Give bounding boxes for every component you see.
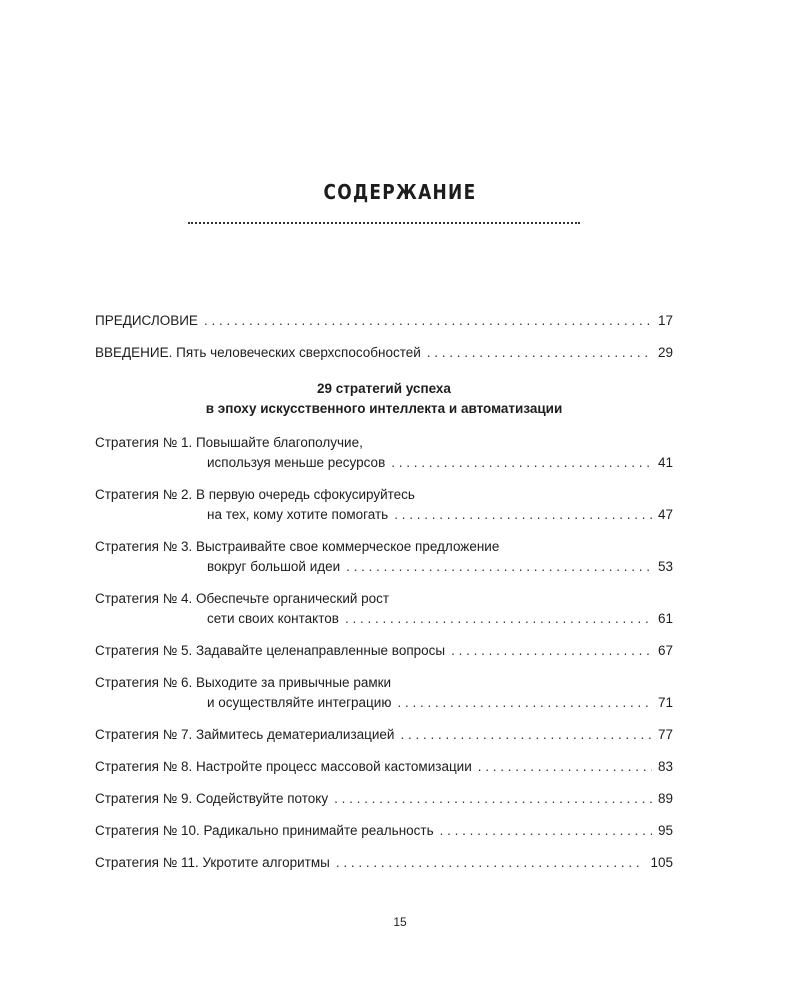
toc-entry-strategy-5[interactable] — [95, 641, 673, 661]
toc-entry-label: Стратегия № 6. Выходите за привычные рамки — [95, 675, 392, 690]
toc-entry-label-cont: используя меньше ресурсов — [207, 455, 386, 470]
dot-leader — [204, 311, 652, 331]
toc-entry-page: 89 — [657, 791, 673, 806]
section-heading — [95, 379, 673, 419]
toc-entry-label: Стратегия № 3. Выстраивайте свое коммерческое предложение — [95, 539, 500, 554]
toc-entry-strategy-4[interactable] — [95, 589, 673, 629]
dot-leader — [394, 505, 652, 525]
toc-entry-page: 105 — [650, 855, 673, 870]
dot-leader — [400, 725, 651, 745]
toc-entry-page: 17 — [657, 313, 673, 328]
toc-entry-strategy-7[interactable] — [95, 725, 673, 745]
toc-entry-label: Стратегия № 11. Укротите алгоритмы — [95, 855, 330, 870]
section-heading-line2: в эпоху искусственного интеллекта и автоматизации — [205, 401, 563, 416]
page-number: 15 — [393, 915, 407, 929]
toc-entry-label: ПРЕДИСЛОВИЕ — [95, 313, 198, 328]
toc-entry-label: Стратегия № 1. Повышайте благополучие, — [95, 435, 363, 450]
toc-entry-label: Стратегия № 10. Радикально принимайте реальность — [95, 823, 434, 838]
dot-leader — [451, 641, 652, 661]
dot-leader — [346, 557, 652, 577]
toc-entry-label: Стратегия № 8. Настройте процесс массовой кастомизации — [95, 759, 472, 774]
title-dotted-rule — [188, 222, 580, 224]
toc-entry-label: ВВЕДЕНИЕ. Пять человеческих сверхспособностей — [95, 345, 421, 360]
toc-entry-label-cont: на тех, кому хотите помогать — [207, 507, 389, 522]
toc-entry-strategy-10[interactable] — [95, 821, 673, 841]
dot-leader — [440, 821, 652, 841]
section-heading-line1: 29 стратегий успеха — [317, 381, 451, 396]
toc-entry-label: Стратегия № 9. Содействуйте потоку — [95, 791, 329, 806]
toc-entry-page: 67 — [657, 643, 673, 658]
toc-entry-page: 29 — [657, 345, 673, 360]
dot-leader — [427, 343, 652, 363]
toc-entry-label: Стратегия № 4. Обеспечьте органический рост — [95, 591, 390, 606]
toc-entry-strategy-1[interactable] — [95, 433, 673, 473]
toc-entry-label-cont: и осуществляйте интеграцию — [207, 695, 392, 710]
toc-entry-page: 41 — [657, 455, 673, 470]
toc-entry-strategy-6[interactable] — [95, 673, 673, 713]
toc-entry-label: Стратегия № 5. Задавайте целенаправленные вопросы — [95, 643, 446, 658]
toc-entry-preface[interactable] — [95, 311, 673, 331]
toc-entry-page: 71 — [657, 695, 673, 710]
dot-leader — [334, 789, 652, 809]
dot-leader — [391, 453, 652, 473]
toc-entry-page: 53 — [657, 559, 673, 574]
toc-entry-page: 95 — [657, 823, 673, 838]
toc-entry-label-cont: сети своих контактов — [207, 611, 339, 626]
toc-entry-intro[interactable] — [95, 343, 673, 363]
dot-leader — [478, 757, 652, 777]
toc-entry-page: 61 — [657, 611, 673, 626]
toc-entry-strategy-11[interactable] — [95, 853, 673, 873]
table-of-contents — [95, 311, 673, 873]
toc-entry-strategy-8[interactable] — [95, 757, 673, 777]
toc-entry-strategy-2[interactable] — [95, 485, 673, 525]
page-title: СОДЕРЖАНИЕ — [323, 180, 477, 204]
toc-entry-strategy-3[interactable] — [95, 537, 673, 577]
toc-entry-label: Стратегия № 2. В первую очередь сфокусируйтесь — [95, 487, 415, 502]
toc-entry-label: Стратегия № 7. Займитесь дематериализацией — [95, 727, 395, 742]
toc-entry-page: 83 — [657, 759, 673, 774]
toc-entry-page: 47 — [657, 507, 673, 522]
toc-entry-page: 77 — [657, 727, 673, 742]
toc-entry-strategy-9[interactable] — [95, 789, 673, 809]
dot-leader — [397, 693, 652, 713]
dot-leader — [345, 609, 652, 629]
toc-entry-label-cont: вокруг большой идеи — [207, 559, 341, 574]
dot-leader — [336, 853, 645, 873]
